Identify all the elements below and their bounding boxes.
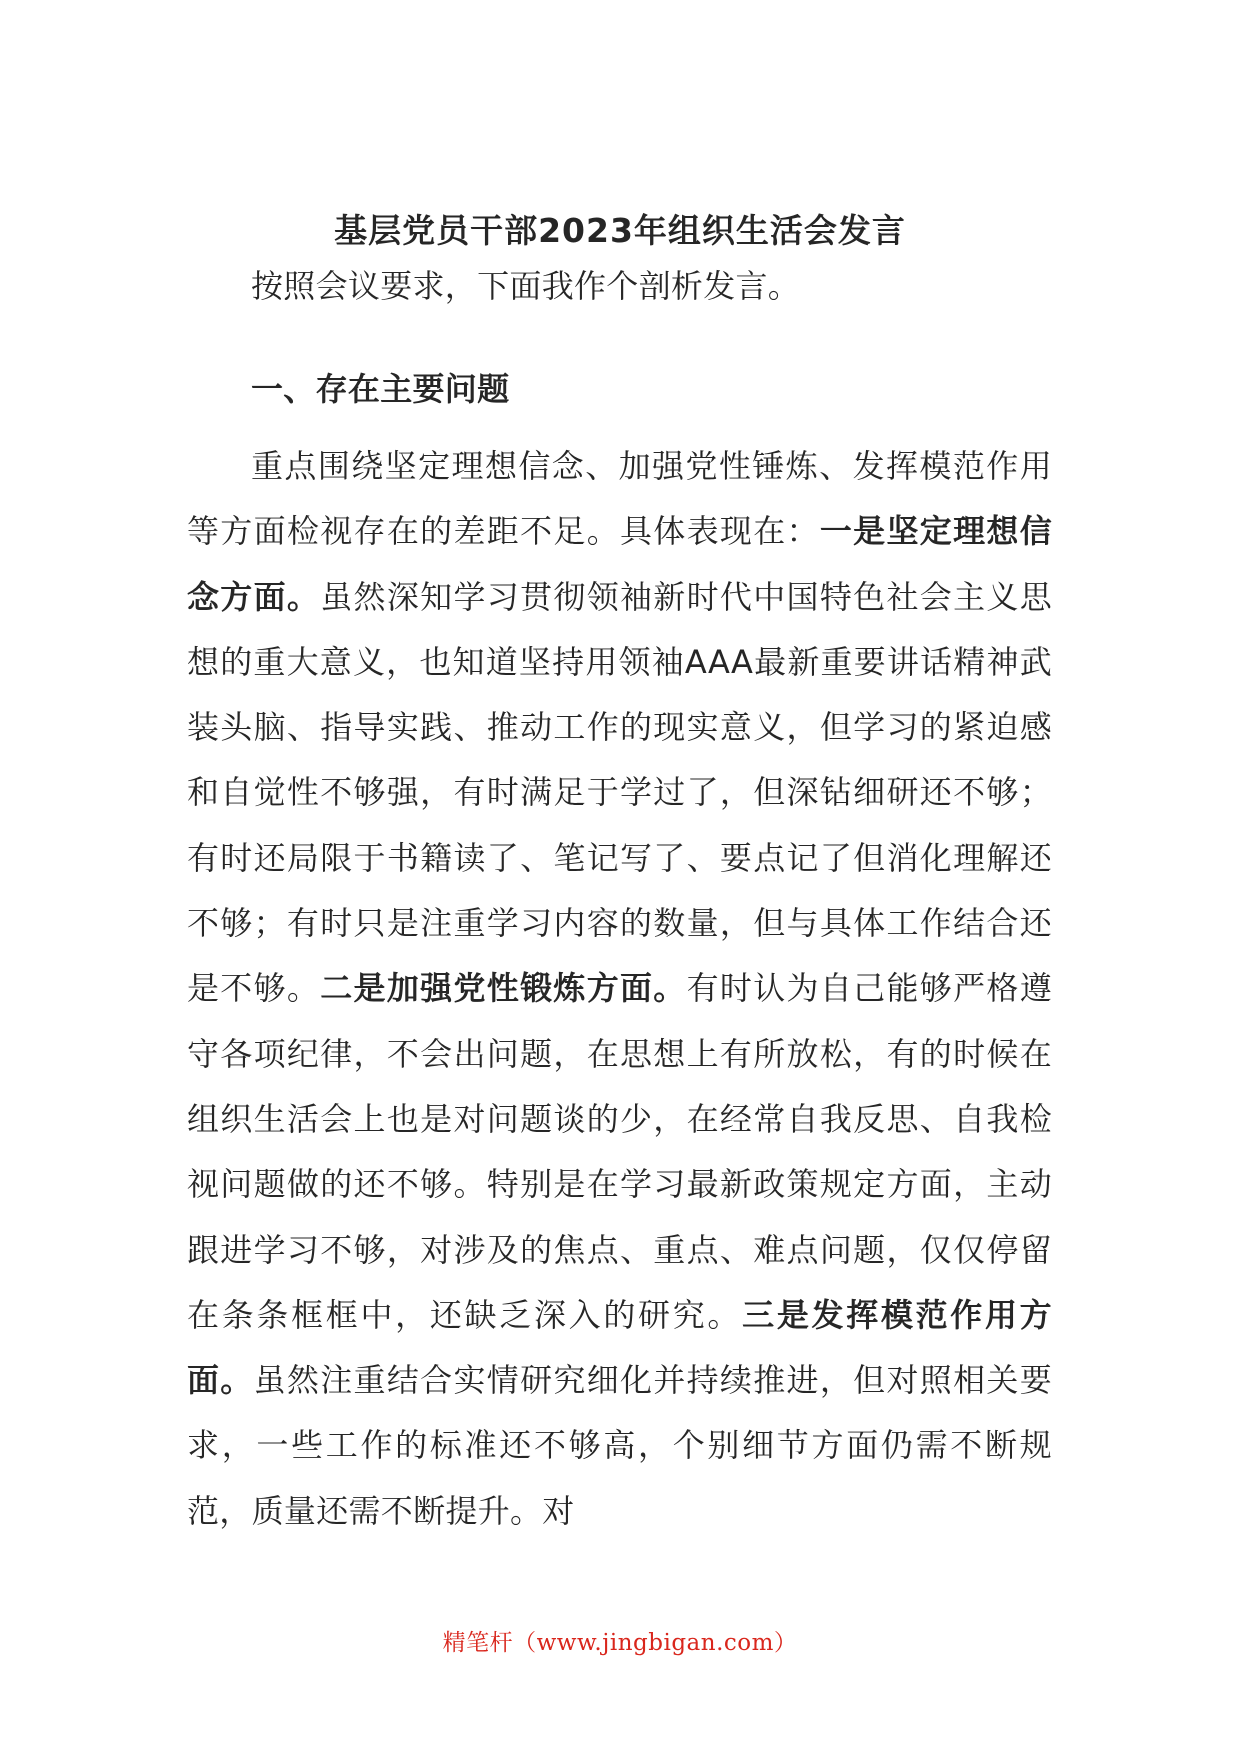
- subheading-party-spirit: 二是加强党性锻炼方面。: [320, 969, 687, 1008]
- subheading-ideals: 一是坚定理想信念方面。: [187, 512, 1052, 616]
- subheading-exemplary-role: 三是发挥模范作用方面。: [187, 1295, 1052, 1400]
- paragraph-text: 虽然深知学习贯彻领袖新时代中国特色社会主义思想的重大意义，也知道坚持用领袖AAA最新重要讲话精神武装头脑、指导实践、推动工作的现实意义，但学习的紧迫感和自觉性不够强，有时满足于学过了，但深钻细研还不够；有时还局限于书籍读了、笔记写了、要点记了但消化理解还不够；有时只是注重学习内容的数量，但与具体工作结合还是不够。: [187, 577, 1052, 1008]
- issues-paragraph: [187, 434, 1052, 1544]
- document-title: 基层党员干部2023年组织生活会发言: [334, 211, 906, 250]
- paragraph-text: 有时认为自己能够严格遵守各项纪律，不会出问题，在思想上有所放松，有的时候在组织生活会上也是对问题谈的少，在经常自我反思、自我检视问题做的还不够。特别是在学习最新政策规定方面，主动跟进学习不够，对涉及的焦点、重点、难点问题，仅仅停留在条条框框中，还缺乏深入的研究。: [187, 969, 1052, 1334]
- watermark-footer: 精笔杆（www.jingbigan.com）: [442, 1630, 798, 1656]
- paragraph-text: 重点围绕坚定理想信念、加强党性锤炼、发挥模范作用等方面检视存在的差距不足。具体表现在：: [187, 447, 1052, 551]
- intro-paragraph: 按照会议要求，下面我作个剖析发言。: [251, 267, 801, 305]
- section-heading: 一、存在主要问题: [251, 370, 510, 408]
- paragraph-text: 虽然注重结合实情研究细化并持续推进，但对照相关要求，一些工作的标准还不够高，个别细节方面仍需不断规范，质量还需不断提升。对: [187, 1361, 1052, 1530]
